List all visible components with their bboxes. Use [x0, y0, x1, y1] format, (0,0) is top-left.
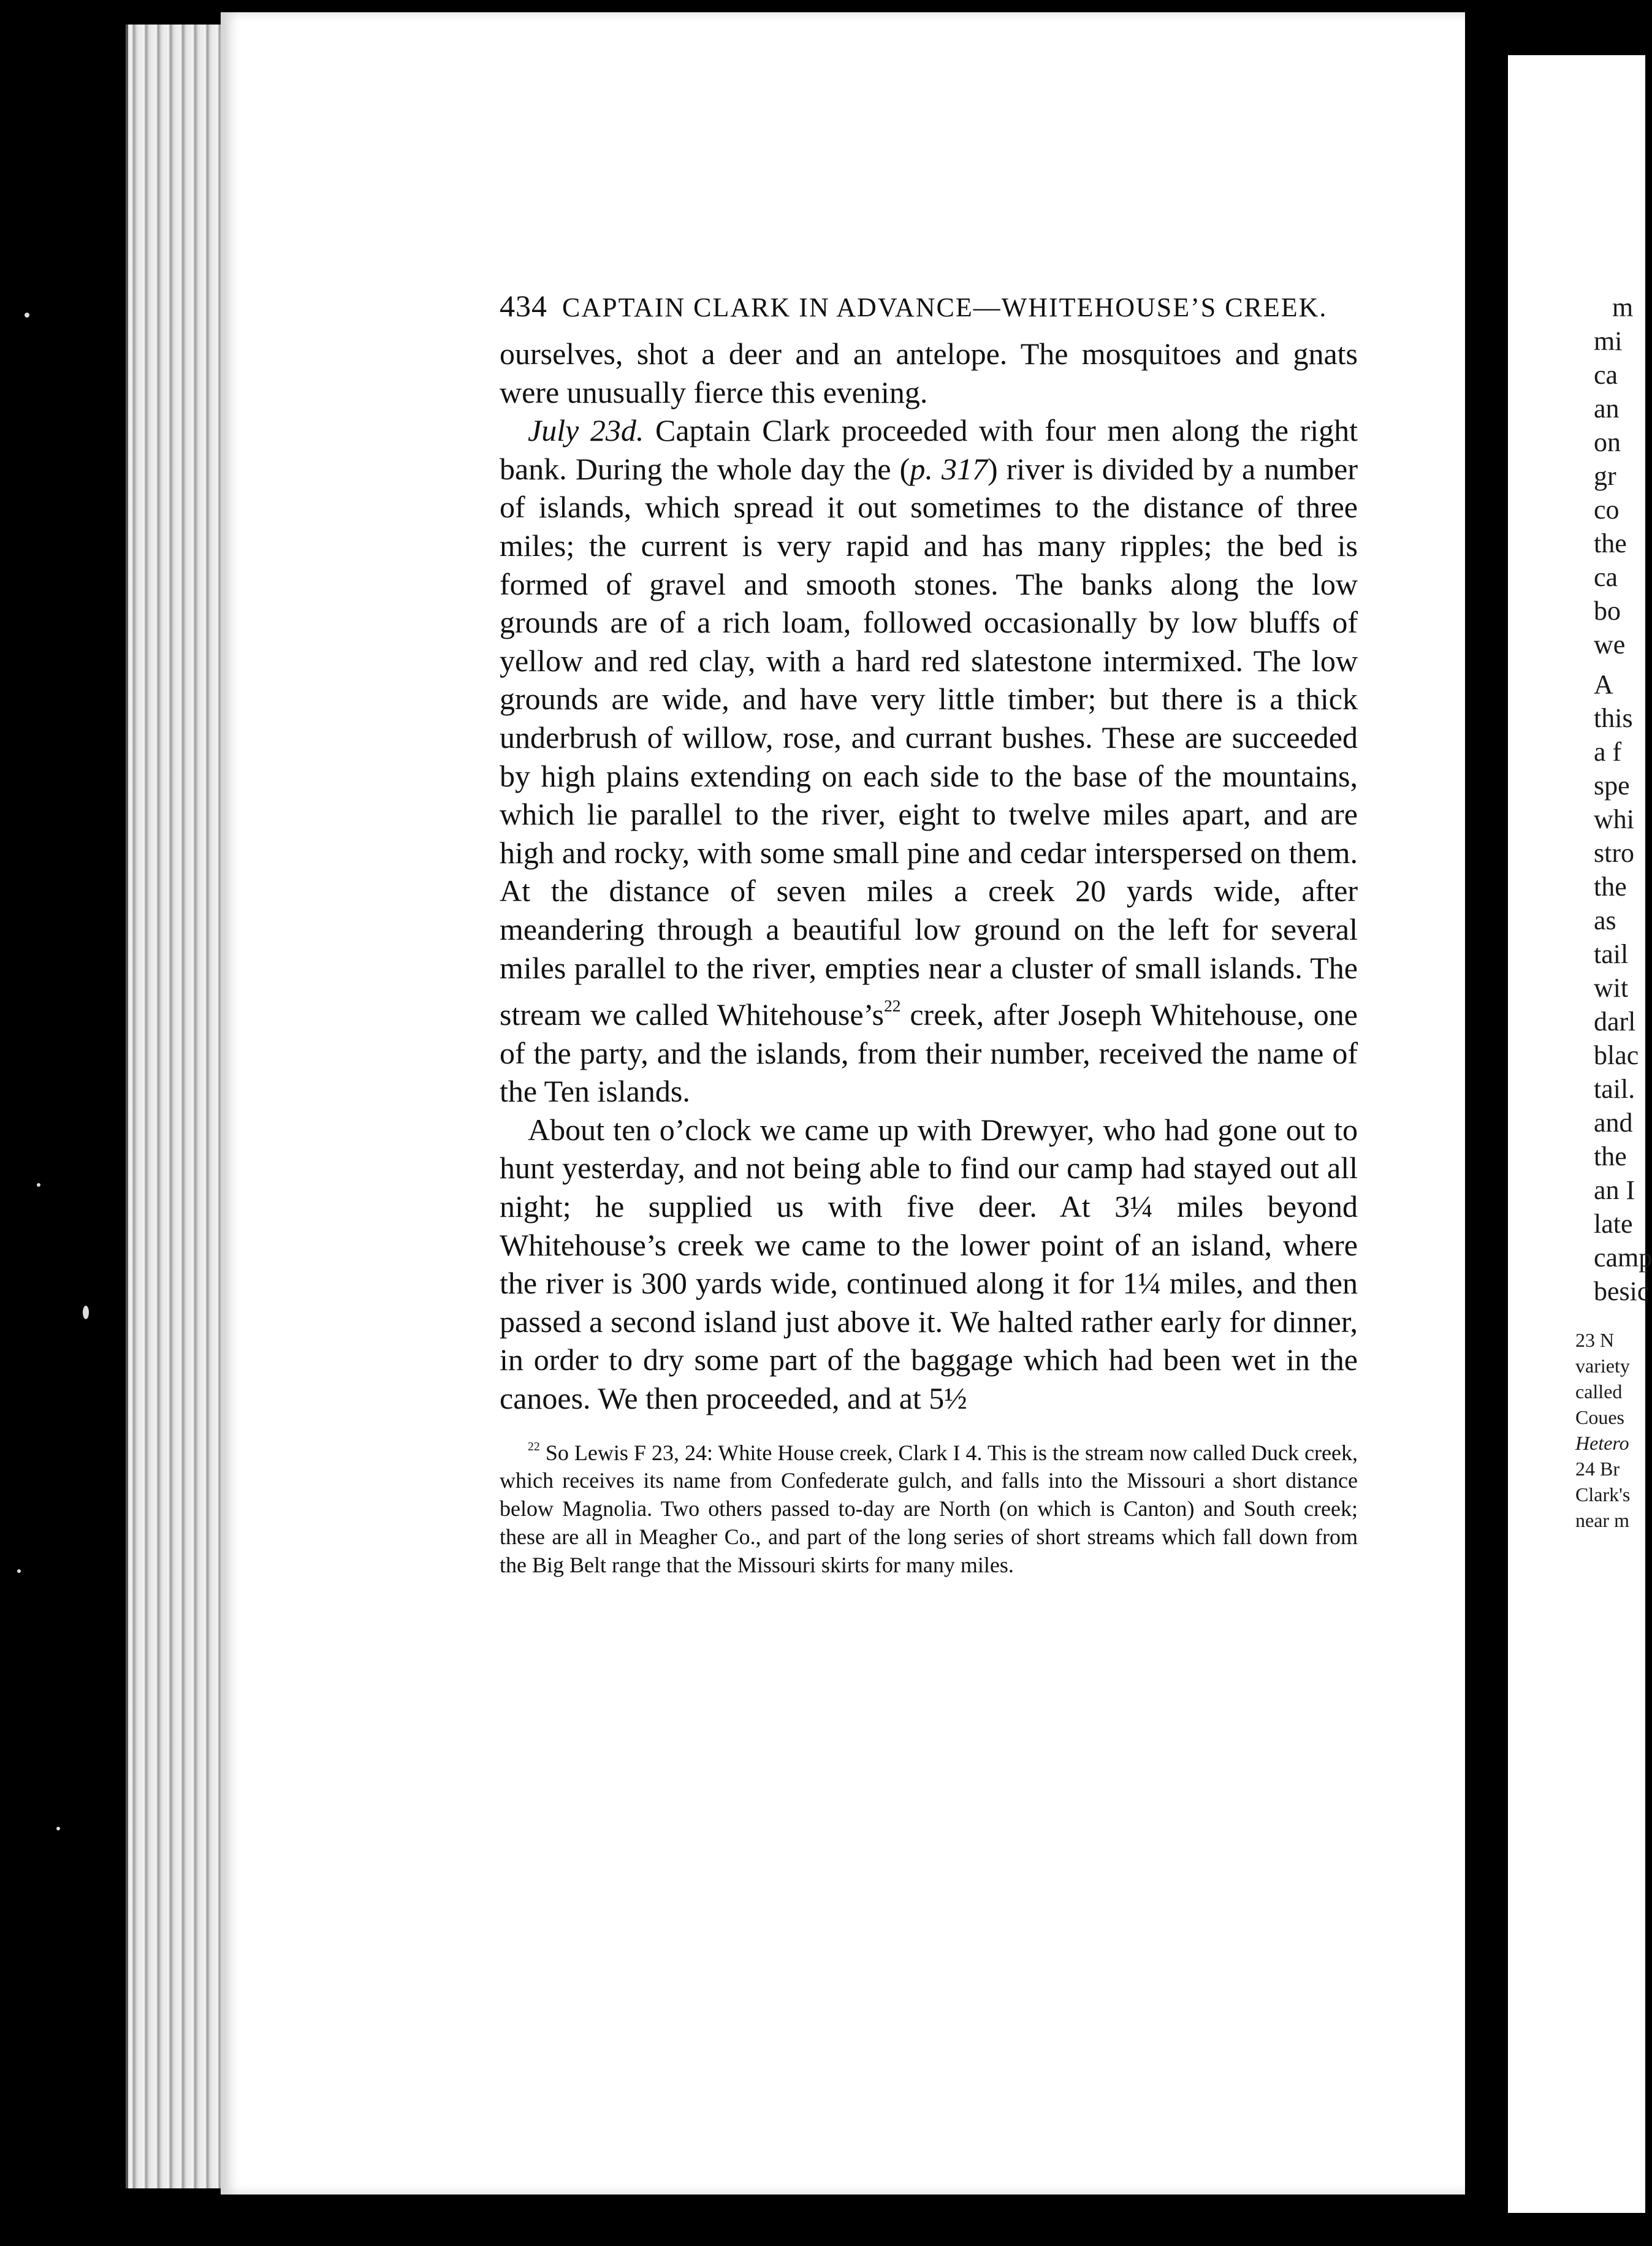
facing-page-fragment: and: [1594, 1108, 1633, 1138]
facing-footnote-fragment: Clark's: [1575, 1483, 1631, 1506]
paragraph-text: ourselves, shot a deer and an antelope. The mosquitoes and gnats were unusually fierce this evening.: [500, 337, 1358, 409]
facing-page-fragment: ca: [1594, 360, 1618, 390]
paragraph-text: About ten o’clock we came up with Drewyer, who had gone out to hunt yesterday, and not being able to find our camp had stayed out all night; he supplied us with five deer. At 3¼ miles beyond Whitehouse’s creek we came to the lower point of an island, where the river is 300 yards wide, continued along it for 1¼ miles, and then passed a second island just above it. We halted rather early for dinner, in order to dry some part of the baggage which had been wet in the canoes. We then proceeded, and at 5½: [500, 1112, 1358, 1416]
paragraph: [500, 1111, 1358, 1418]
paper-speck: [17, 1569, 21, 1573]
facing-page-fragment: a f: [1594, 737, 1622, 767]
facing-page-fragment: we: [1594, 630, 1626, 660]
facing-page-fragment: the: [1594, 528, 1627, 558]
paragraph-text: ) river is divided by a number of islands, which spread it out sometimes to the distance of three miles; the current is very rapid and has many ripples; the bed is formed of gravel and smooth stones. The banks along the low grounds are of a rich loam, followed occasionally by low bluffs of yellow and red clay, with a hard red slatestone intermixed. The low grounds are wide, and have very little timber; but there is a thick underbrush of willow, rose, and currant bushes. These are succeeded by high plains extending on each side to the base of the mountains, which lie parallel to the river, eight to twelve miles apart, and are high and rocky, with some small pine and cedar interspersed on them. At the distance of seven miles a creek 20 yards wide, after meandering through a beautiful low ground on the left for several miles parallel to the river, empties near a cluster of small islands. The stream we called Whitehouse’s: [500, 451, 1358, 1032]
facing-page-fragment: this: [1594, 703, 1633, 733]
facing-footnote-fragment: 24 Br: [1575, 1458, 1620, 1480]
paragraph: [500, 335, 1358, 411]
facing-footnote-fragment: called: [1575, 1380, 1623, 1403]
paragraph-text: creek, after Joseph Whitehouse, one of the party, and the islands, from their number, received the name of the Ten islands.: [500, 997, 1358, 1109]
facing-page-fragment: the: [1594, 872, 1627, 902]
facing-page-fragment: on: [1594, 427, 1621, 457]
facing-page-fragment: the: [1594, 1141, 1627, 1171]
paragraph: [500, 411, 1358, 1111]
facing-page-fragment: late: [1594, 1209, 1633, 1239]
footnote-reference: 22: [883, 996, 901, 1016]
facing-footnote-fragment: Hetero: [1575, 1432, 1629, 1454]
facing-page-fragment: wit: [1594, 973, 1629, 1003]
facing-page-fragment: an: [1594, 394, 1620, 424]
paper-speck: [25, 313, 29, 318]
facing-page-fragment: besic: [1594, 1276, 1650, 1306]
facing-page-fragment: ca: [1594, 562, 1618, 592]
footnote: [500, 1433, 1358, 1580]
facing-footnote-fragment: Coues: [1575, 1406, 1624, 1428]
paragraph-text: Captain Clark proceeded with four men along the right bank. During the whole day the (: [500, 413, 1358, 486]
body-text: [500, 335, 1358, 1418]
facing-page-fragment: blac: [1594, 1040, 1639, 1070]
paper-speck: [56, 1827, 60, 1830]
facing-page-fragment: darl: [1594, 1007, 1636, 1037]
paragraph-text: p. 317: [910, 451, 988, 486]
page-content: [500, 288, 1358, 1579]
facing-page-fragment: bo: [1594, 596, 1621, 626]
facing-page-fragment: co: [1594, 495, 1620, 525]
facing-page-fragment: tail.: [1594, 1074, 1635, 1104]
facing-page-fragment: gr: [1594, 461, 1616, 491]
facing-page-fragment: an I: [1594, 1175, 1635, 1205]
running-head: [500, 288, 1358, 324]
facing-page: [1508, 55, 1652, 2213]
page-number: 434: [500, 289, 547, 323]
facing-page-fragment: A: [1594, 669, 1613, 699]
paragraph-text: July 23d.: [528, 413, 644, 448]
book-gutter: [1465, 37, 1508, 2219]
facing-footnote-fragment: 23 N: [1575, 1329, 1615, 1351]
paper-speck: [37, 1183, 40, 1187]
footnote-text: So Lewis F 23, 24: White House creek, Clark I 4. This is the stream now called Duck creek, which receives its name from Confederate gulch, and falls into the Missouri a short distance below Magnolia. Two others passed to-day are North (on which is Canton) and South creek; these are all in Meagher Co., and part of the long series of short streams which fall down from the Big Belt range that the Missouri skirts for many miles.: [500, 1440, 1358, 1578]
running-title: CAPTAIN CLARK IN ADVANCE—WHITEHOUSE’S CREEK.: [562, 292, 1328, 322]
facing-footnote-fragment: near m: [1575, 1509, 1629, 1531]
facing-page-fragment: camp: [1594, 1243, 1652, 1273]
paper-speck: [83, 1306, 89, 1319]
facing-page-fragment: tail: [1594, 939, 1629, 969]
facing-page-fragment: m: [1612, 292, 1634, 322]
facing-page-fragment: stro: [1594, 838, 1634, 868]
facing-page-fragment: as: [1594, 905, 1616, 935]
facing-page-fragment: spe: [1594, 771, 1630, 801]
facing-page-fragment: whi: [1594, 804, 1634, 834]
footnote-marker: 22: [528, 1439, 540, 1453]
facing-footnote-fragment: variety: [1575, 1355, 1630, 1377]
facing-page-fragment: mi: [1594, 326, 1623, 356]
